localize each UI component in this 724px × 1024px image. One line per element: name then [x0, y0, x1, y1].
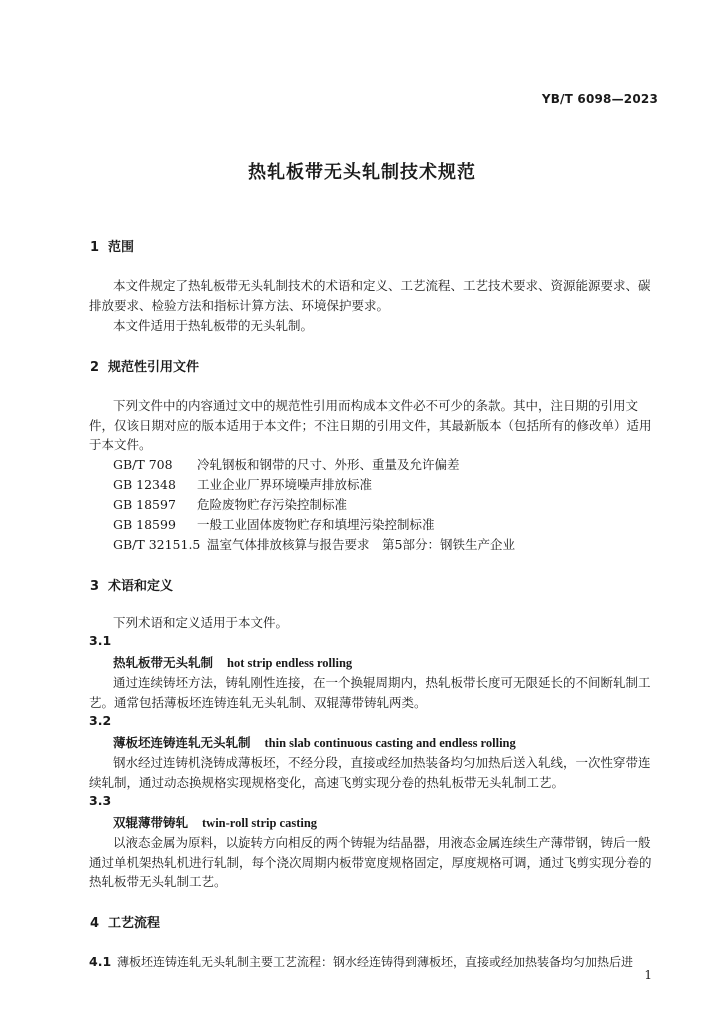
section-title: 范围: [108, 240, 135, 255]
term-number: 3.2: [89, 713, 112, 728]
term-english: twin-roll strip casting: [202, 816, 318, 830]
section-3-heading: [90, 575, 173, 594]
page-number: 1: [644, 968, 652, 982]
subsection-text: 薄板坯连铸连轧无头轧制主要工艺流程：钢水经连铸得到薄板坯，直接或经加热装备均匀加热后进: [117, 955, 634, 969]
term-heading: [113, 653, 352, 671]
term-chinese: 双辊薄带铸轧: [113, 815, 189, 830]
term-number: 3.1: [89, 633, 112, 648]
section-title: 规范性引用文件: [108, 360, 200, 375]
reference-code: GB 12348: [113, 477, 176, 492]
section-1-paragraph-2: 本文件适用于热轧板带的无头轧制。: [113, 318, 314, 333]
term-heading: [113, 733, 516, 751]
subsection-4-1: [89, 952, 661, 973]
reference-title: 一般工业固体废物贮存和填埋污染控制标准: [197, 517, 435, 532]
reference-code: GB/T 708: [113, 457, 173, 472]
section-number: 4: [90, 916, 100, 931]
reference-title: 危险废物贮存污染控制标准: [197, 497, 348, 512]
section-1-paragraph-1: 本文件规定了热轧板带无头轧制技术的术语和定义、工艺流程、工艺技术要求、资源能源要求、碳排放要求、检验方法和指标计算方法、环境保护要求。: [89, 278, 651, 313]
section-4-heading: [90, 912, 160, 931]
reference-item: [113, 535, 515, 553]
term-definition: 以液态金属为原料，以旋转方向相反的两个铸辊为结晶器，用液态金属连续生产薄带钢，铸后一般通过单机架热轧机进行轧制，每个浇次周期内板带宽度规格固定，厚度规格可调，通过飞剪实现分卷的热轧板带无头轧制工艺。: [89, 835, 652, 889]
reference-title: 工业企业厂界环境噪声排放标准: [197, 477, 373, 492]
reference-title: 冷轧钢板和钢带的尺寸、外形、重量及允许偏差: [197, 457, 460, 472]
standard-number: YB/T 6098—2023: [541, 92, 658, 106]
reference-code: GB 18597: [113, 497, 176, 512]
term-english: hot strip endless rolling: [227, 656, 353, 670]
section-number: 2: [90, 360, 100, 375]
section-2-heading: [90, 356, 199, 375]
term-number: 3.3: [89, 793, 112, 808]
section-number: 1: [90, 240, 100, 255]
reference-item: [113, 515, 435, 533]
term-chinese: 热轧板带无头轧制: [113, 655, 214, 670]
section-title: 工艺流程: [108, 916, 161, 931]
term-chinese: 薄板坯连铸连轧无头轧制: [113, 735, 251, 750]
term-heading: [113, 813, 317, 831]
reference-item: [113, 455, 460, 473]
section-3-intro: 下列术语和定义适用于本文件。: [113, 615, 289, 630]
term-definition: 通过连续铸坯方法，铸轧刚性连接，在一个换辊周期内，热轧板带长度可无限延长的不间断轧制工艺。通常包括薄板坯连铸连轧无头轧制、双辊薄带铸轧两类。: [89, 675, 651, 710]
document-title: 热轧板带无头轧制技术规范: [248, 162, 476, 183]
reference-title: 温室气体排放核算与报告要求 第5部分：钢铁生产企业: [207, 537, 515, 552]
term-english: thin slab continuous casting and endless rolling: [264, 736, 516, 750]
section-2-paragraph: 下列文件中的内容通过文中的规范性引用而构成本文件必不可少的条款。其中，注日期的引用文件，仅该日期对应的版本适用于本文件；不注日期的引用文件，其最新版本（包括所有的修改单）适用于本文件。: [89, 398, 652, 452]
subsection-number: 4.1: [89, 954, 112, 969]
section-number: 3: [90, 579, 100, 594]
reference-code: GB 18599: [113, 517, 176, 532]
reference-item: [113, 495, 347, 513]
section-1-heading: [90, 236, 134, 255]
reference-code: GB/T 32151.5: [113, 537, 201, 552]
section-title: 术语和定义: [108, 579, 174, 594]
term-definition: 钢水经过连铸机浇铸成薄板坯，不经分段，直接或经加热装备均匀加热后送入轧线，一次性穿带连续轧制，通过动态换规格实现规格变化，高速飞剪实现分卷的热轧板带无头轧制工艺。: [89, 755, 651, 790]
reference-item: [113, 475, 372, 493]
